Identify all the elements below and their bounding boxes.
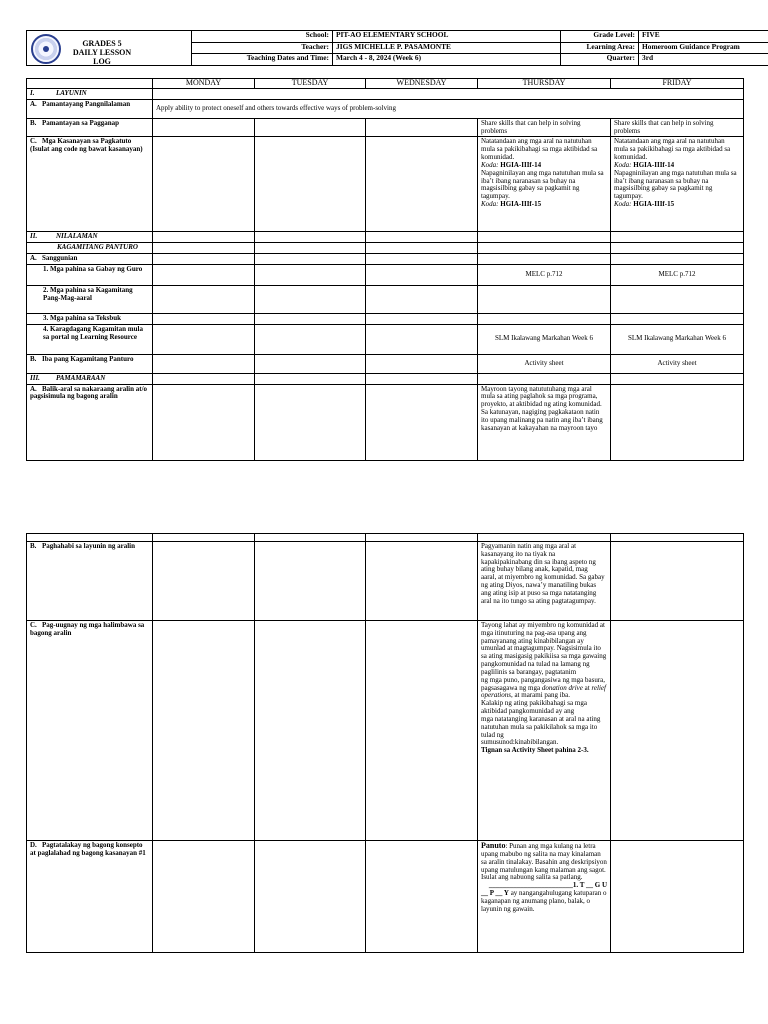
instructions-heading: Panuto (481, 841, 506, 850)
competency-2: Napagninilayan ang mga natutuhan mula sa iba’t ibang naranasan sa buhay na magsisilbing gabay sa pagkamit ng tagumpay. (614, 168, 737, 201)
monday-cell (153, 232, 255, 243)
thursday-cell: Mayroon tayong natututuhang mga aral mula sa ating paglahok sa mga programa, proyekto, at aktibidad ng ating komunidad. Sa katunayan, nagiging pagkakataon natin ito upang malinang pa natin ang iba’t ibang kasanayan at kakayahan na mayroon tayo (478, 384, 611, 460)
blank-cell (478, 534, 611, 542)
row-label (27, 621, 153, 841)
friday-cell (611, 285, 744, 313)
section-kagamitang-panturo (27, 243, 744, 254)
tuesday-cell (255, 373, 366, 384)
activity-sheet-reference: Tignan sa Activity Sheet pahina 2-3. (481, 746, 589, 755)
row-pag-uugnay-ng-halimbawa (27, 621, 744, 841)
thursday-cell (478, 137, 611, 232)
monday-cell (153, 542, 255, 621)
school-value: PIT-AO ELEMENTARY SCHOOL (333, 31, 561, 43)
row-label: 1. Mga pahina sa Gabay ng Guro (27, 264, 153, 285)
section-layunin (27, 89, 744, 100)
thursday-cell: MELC p.712 (478, 264, 611, 285)
row-label (27, 254, 153, 265)
wednesday-cell (366, 384, 478, 460)
wednesday-cell (366, 264, 478, 285)
blank-cell (366, 534, 478, 542)
header-logo-cell (27, 31, 192, 66)
teaching-dates-value: March 4 - 8, 2024 (Week 6) (333, 54, 561, 66)
row-label (27, 354, 153, 373)
thursday-cell (478, 232, 611, 243)
code-2 (481, 201, 607, 209)
row-kasanayan-sa-pagkatuto (27, 137, 744, 232)
section-name: PAMAMARAAN (56, 373, 106, 382)
row-teksbuk (27, 313, 744, 324)
row-label-text: Sanggunian (42, 254, 78, 263)
row-sanggunian (27, 254, 744, 265)
row-label (27, 137, 153, 232)
section-name: LAYUNIN (56, 89, 87, 97)
grade-level-value: FIVE (639, 31, 768, 43)
tuesday-cell (255, 324, 366, 354)
monday-cell (153, 384, 255, 460)
day-friday: FRIDAY (611, 79, 744, 89)
row-label-text: Balik-aral sa nakaraang aralin at/o pagsisimula ng bagong aralin (30, 384, 148, 401)
blank-cell (153, 534, 255, 542)
section-number: II. (30, 232, 38, 241)
row-letter: B. (30, 118, 37, 127)
tuesday-cell (255, 313, 366, 324)
tuesday-cell (255, 354, 366, 373)
monday-cell (153, 264, 255, 285)
monday-cell (153, 254, 255, 265)
teaching-dates-label: Teaching Dates and Time: (192, 54, 333, 66)
tuesday-cell (255, 232, 366, 243)
fill-in-item: ________________________1. T __ G U (488, 881, 607, 890)
row-pamantayang-pangnilalaman (27, 99, 744, 118)
friday-cell: SLM Ikalawang Markahan Week 6 (611, 324, 744, 354)
row-letter: C. (30, 621, 37, 629)
monday-cell (153, 841, 255, 953)
lesson-log-header (26, 30, 743, 66)
wednesday-cell (366, 232, 478, 243)
code-value: HGIA-IIIf-15 (633, 200, 675, 209)
thursday-cell (478, 254, 611, 265)
tuesday-cell (255, 285, 366, 313)
row-letter: B. (30, 354, 37, 363)
monday-cell (153, 243, 255, 254)
tuesday-cell (255, 137, 366, 232)
row-label (27, 99, 153, 118)
section-heading (27, 232, 153, 243)
friday-cell (611, 841, 744, 953)
italic-term: relief operations (481, 683, 606, 700)
day-monday: MONDAY (153, 79, 255, 89)
section-nilalaman (27, 232, 744, 243)
thursday-cell (478, 285, 611, 313)
wednesday-cell (366, 324, 478, 354)
section-number: III. (30, 373, 40, 382)
quarter-label: Quarter: (561, 54, 639, 66)
thursday-cell (478, 313, 611, 324)
blank-cell (27, 534, 153, 542)
teacher-value: JIGS MICHELLE P. PASAMONTE (333, 42, 561, 54)
row-letter: D. (30, 841, 37, 849)
code-value: HGIA-IIIf-14 (633, 160, 675, 169)
learning-area-value: Homeroom Guidance Program (639, 42, 768, 54)
cell-text: Tayong lahat ay miyembro ng komunidad at mga itinuturing na pag-asa upang ang pamayanang ating kinabibilangan ay umunlad at magtagumpay. Nagsisimula ito sa ating masigasig pakikiisa sa mga gawaing pangkomunidad na tulad na lamang ng paglilinis sa barangay, pagtatanim ng mga puno, pangangasiwa ng mga basura, pagsasagawa ng mga (481, 621, 607, 692)
tuesday-cell (255, 384, 366, 460)
tuesday-cell (255, 841, 366, 953)
row-kagamitang-pang-mag-aaral (27, 285, 744, 313)
friday-cell (611, 384, 744, 460)
row-label (27, 542, 153, 621)
friday-cell: MELC p.712 (611, 264, 744, 285)
friday-cell (611, 542, 744, 621)
row-balik-aral (27, 384, 744, 460)
wednesday-cell (366, 118, 478, 137)
friday-cell: Share skills that can help in solving problems (611, 118, 744, 137)
teacher-label: Teacher: (192, 42, 333, 54)
blank-cell (611, 534, 744, 542)
wednesday-cell (366, 313, 478, 324)
section-number: I. (30, 89, 35, 97)
thursday-cell (478, 841, 611, 953)
cell-text: at (582, 683, 592, 692)
monday-cell (153, 118, 255, 137)
wednesday-cell (366, 137, 478, 232)
tuesday-cell (255, 254, 366, 265)
section-blank (153, 89, 744, 100)
tuesday-cell (255, 118, 366, 137)
monday-cell (153, 285, 255, 313)
learning-area-label: Learning Area: (561, 42, 639, 54)
competency-2: Napagninilayan ang mga natutuhan mula sa iba’t ibang naranasan sa buhay na magsisilbing gabay sa pagkamit ng tagumpay. (481, 168, 604, 201)
row-pamantayan-sa-pagganap (27, 118, 744, 137)
row-label-text: Pagtatalakay ng bagong konsepto at paglalahad ng bagong kasanayan #1 (30, 841, 146, 857)
row-label: 2. Mga pahina sa Kagamitang Pang-Mag-aaral (27, 285, 153, 313)
blank-corner-cell (27, 79, 153, 89)
wednesday-cell (366, 243, 478, 254)
thursday-cell: Share skills that can help in solving problems (478, 118, 611, 137)
day-header-row (27, 79, 744, 89)
instructions-text: : Punan ang mga kulang na letra upang mabubo ng salita na may kinalaman sa aralin tinalakay. Basahin ang deskripsiyon upang matulungan kang malaman ang sagot. Isulat ang nabuong salita sa patlang. (481, 842, 607, 882)
row-letter: B. (30, 542, 37, 550)
school-label: School: (192, 31, 333, 43)
row-iba-pang-kagamitan (27, 354, 744, 373)
friday-cell (611, 313, 744, 324)
quarter-value: 3rd (639, 54, 768, 66)
code-value: HGIA-IIIf-14 (500, 160, 542, 169)
section-heading (27, 373, 153, 384)
monday-cell (153, 621, 255, 841)
thursday-cell (478, 621, 611, 841)
fill-in-description: ay nangangahulugang katuparan o kaganapan ng anumang plano, balak, o layunin ng gawain. (481, 889, 607, 913)
friday-cell (611, 137, 744, 232)
row-label (27, 118, 153, 137)
lesson-table-page-1 (26, 78, 743, 461)
row-label (27, 384, 153, 460)
tuesday-cell (255, 542, 366, 621)
row-label-text: Iba pang Kagamitang Panturo (42, 354, 134, 363)
lesson-table-page-2 (26, 533, 743, 953)
row-label-text: Mga Kasanayan sa Pagkatuto (Isulat ang code ng bawat kasanayan) (30, 137, 143, 154)
monday-cell (153, 373, 255, 384)
row-gabay-ng-guro (27, 264, 744, 285)
wednesday-cell (366, 285, 478, 313)
wednesday-cell (366, 621, 478, 841)
row-letter: A. (30, 254, 37, 263)
tuesday-cell (255, 264, 366, 285)
day-wednesday: WEDNESDAY (366, 79, 478, 89)
row-paghahabi-sa-layunin (27, 542, 744, 621)
wednesday-cell (366, 354, 478, 373)
code-label: Koda: (481, 200, 499, 209)
monday-cell (153, 354, 255, 373)
friday-cell (611, 621, 744, 841)
wednesday-cell (366, 841, 478, 953)
tuesday-cell (255, 243, 366, 254)
grade-level-label: Grade Level: (561, 31, 639, 43)
thursday-cell (478, 243, 611, 254)
lesson-log-title (67, 39, 137, 66)
code-label: Koda: (614, 160, 632, 169)
monday-cell (153, 313, 255, 324)
day-tuesday: TUESDAY (255, 79, 366, 89)
row-label: 3. Mga pahina sa Teksbuk (27, 313, 153, 324)
row-label-text: Pamantayang Pangnilalaman (42, 99, 131, 108)
row-letter: A. (30, 99, 37, 108)
row-label-text: Pamantayan sa Pagganap (42, 118, 120, 127)
friday-cell (611, 243, 744, 254)
row-pagtatalakay-ng-bagong-konsepto (27, 841, 744, 953)
monday-cell (153, 137, 255, 232)
monday-cell (153, 324, 255, 354)
deped-seal-icon (31, 34, 61, 64)
wednesday-cell (366, 373, 478, 384)
fill-in-item-rest (481, 890, 607, 913)
friday-cell (611, 232, 744, 243)
italic-term: donation drive (541, 683, 583, 692)
friday-cell (611, 373, 744, 384)
thursday-cell: Pagyamanin natin ang mga aral at kasanayang ito na tiyak na kapakipakinabang din sa ibang aspeto ng ating buhay bilang anak, kapatid, mag aaral, at miyembro ng komunidad. Sa gabay ng ating Diyos, nawa’y manatiling bukas ang ating isip at puso sa mga natatanging aral na ito tungo sa ating pagtatagumpay. (478, 542, 611, 621)
wednesday-cell (366, 254, 478, 265)
thursday-cell: SLM Ikalawang Markahan Week 6 (478, 324, 611, 354)
thursday-cell: Activity sheet (478, 354, 611, 373)
row-label (27, 841, 153, 953)
fill-in-word: __ P __ Y (481, 889, 509, 898)
code-label: Koda: (481, 160, 499, 169)
row-karagdagang-kagamitan (27, 324, 744, 354)
row-label-text: Pag-uugnay ng mga halimbawa sa bagong aralin (30, 621, 145, 637)
tuesday-cell (255, 621, 366, 841)
blank-top-row (27, 534, 744, 542)
row-label-text: Paghahabi sa layunin ng aralin (42, 542, 135, 550)
friday-cell (611, 254, 744, 265)
day-thursday: THURSDAY (478, 79, 611, 89)
title-grades: GRADES 5 (82, 39, 122, 48)
competency-1: Natatandaan ang mga aral na natutuhan mula sa pakikibahagi sa mga aktibidad sa komunidad. (614, 137, 731, 162)
section-name: NILALAMAN (56, 232, 98, 241)
section-pamamaraan (27, 373, 744, 384)
content-standard-text: Apply ability to protect oneself and others towards effective ways of problem-solving (153, 99, 744, 118)
section-heading: KAGAMITANG PANTURO (27, 243, 153, 254)
friday-cell: Activity sheet (611, 354, 744, 373)
cell-text: , at marami pang iba. Kalakip ng ating pakikibahagi sa mga aktibidad pangkomunidad ay ang mga natatanging karanasan at aral na ating natutuhan mula sa pakikilahok sa mga ito tulad ng sumusunod:kinabibilangan. (481, 691, 601, 747)
code-value: HGIA-IIIf-15 (500, 200, 542, 209)
thursday-cell (478, 373, 611, 384)
instructions (481, 842, 607, 882)
competency-1: Natatandaan ang mga aral na natutuhan mula sa pakikibahagi sa mga aktibidad sa komunidad. (481, 137, 598, 162)
row-letter: A. (30, 384, 37, 393)
wednesday-cell (366, 542, 478, 621)
code-2 (614, 201, 740, 209)
title-daily-lesson-log: DAILY LESSON LOG (72, 48, 132, 66)
section-heading (27, 89, 153, 100)
row-label: 4. Karagdagang Kagamitan mula sa portal ng Learning Resource (27, 324, 153, 354)
blank-cell (255, 534, 366, 542)
code-label: Koda: (614, 200, 632, 209)
row-letter: C. (30, 137, 37, 146)
